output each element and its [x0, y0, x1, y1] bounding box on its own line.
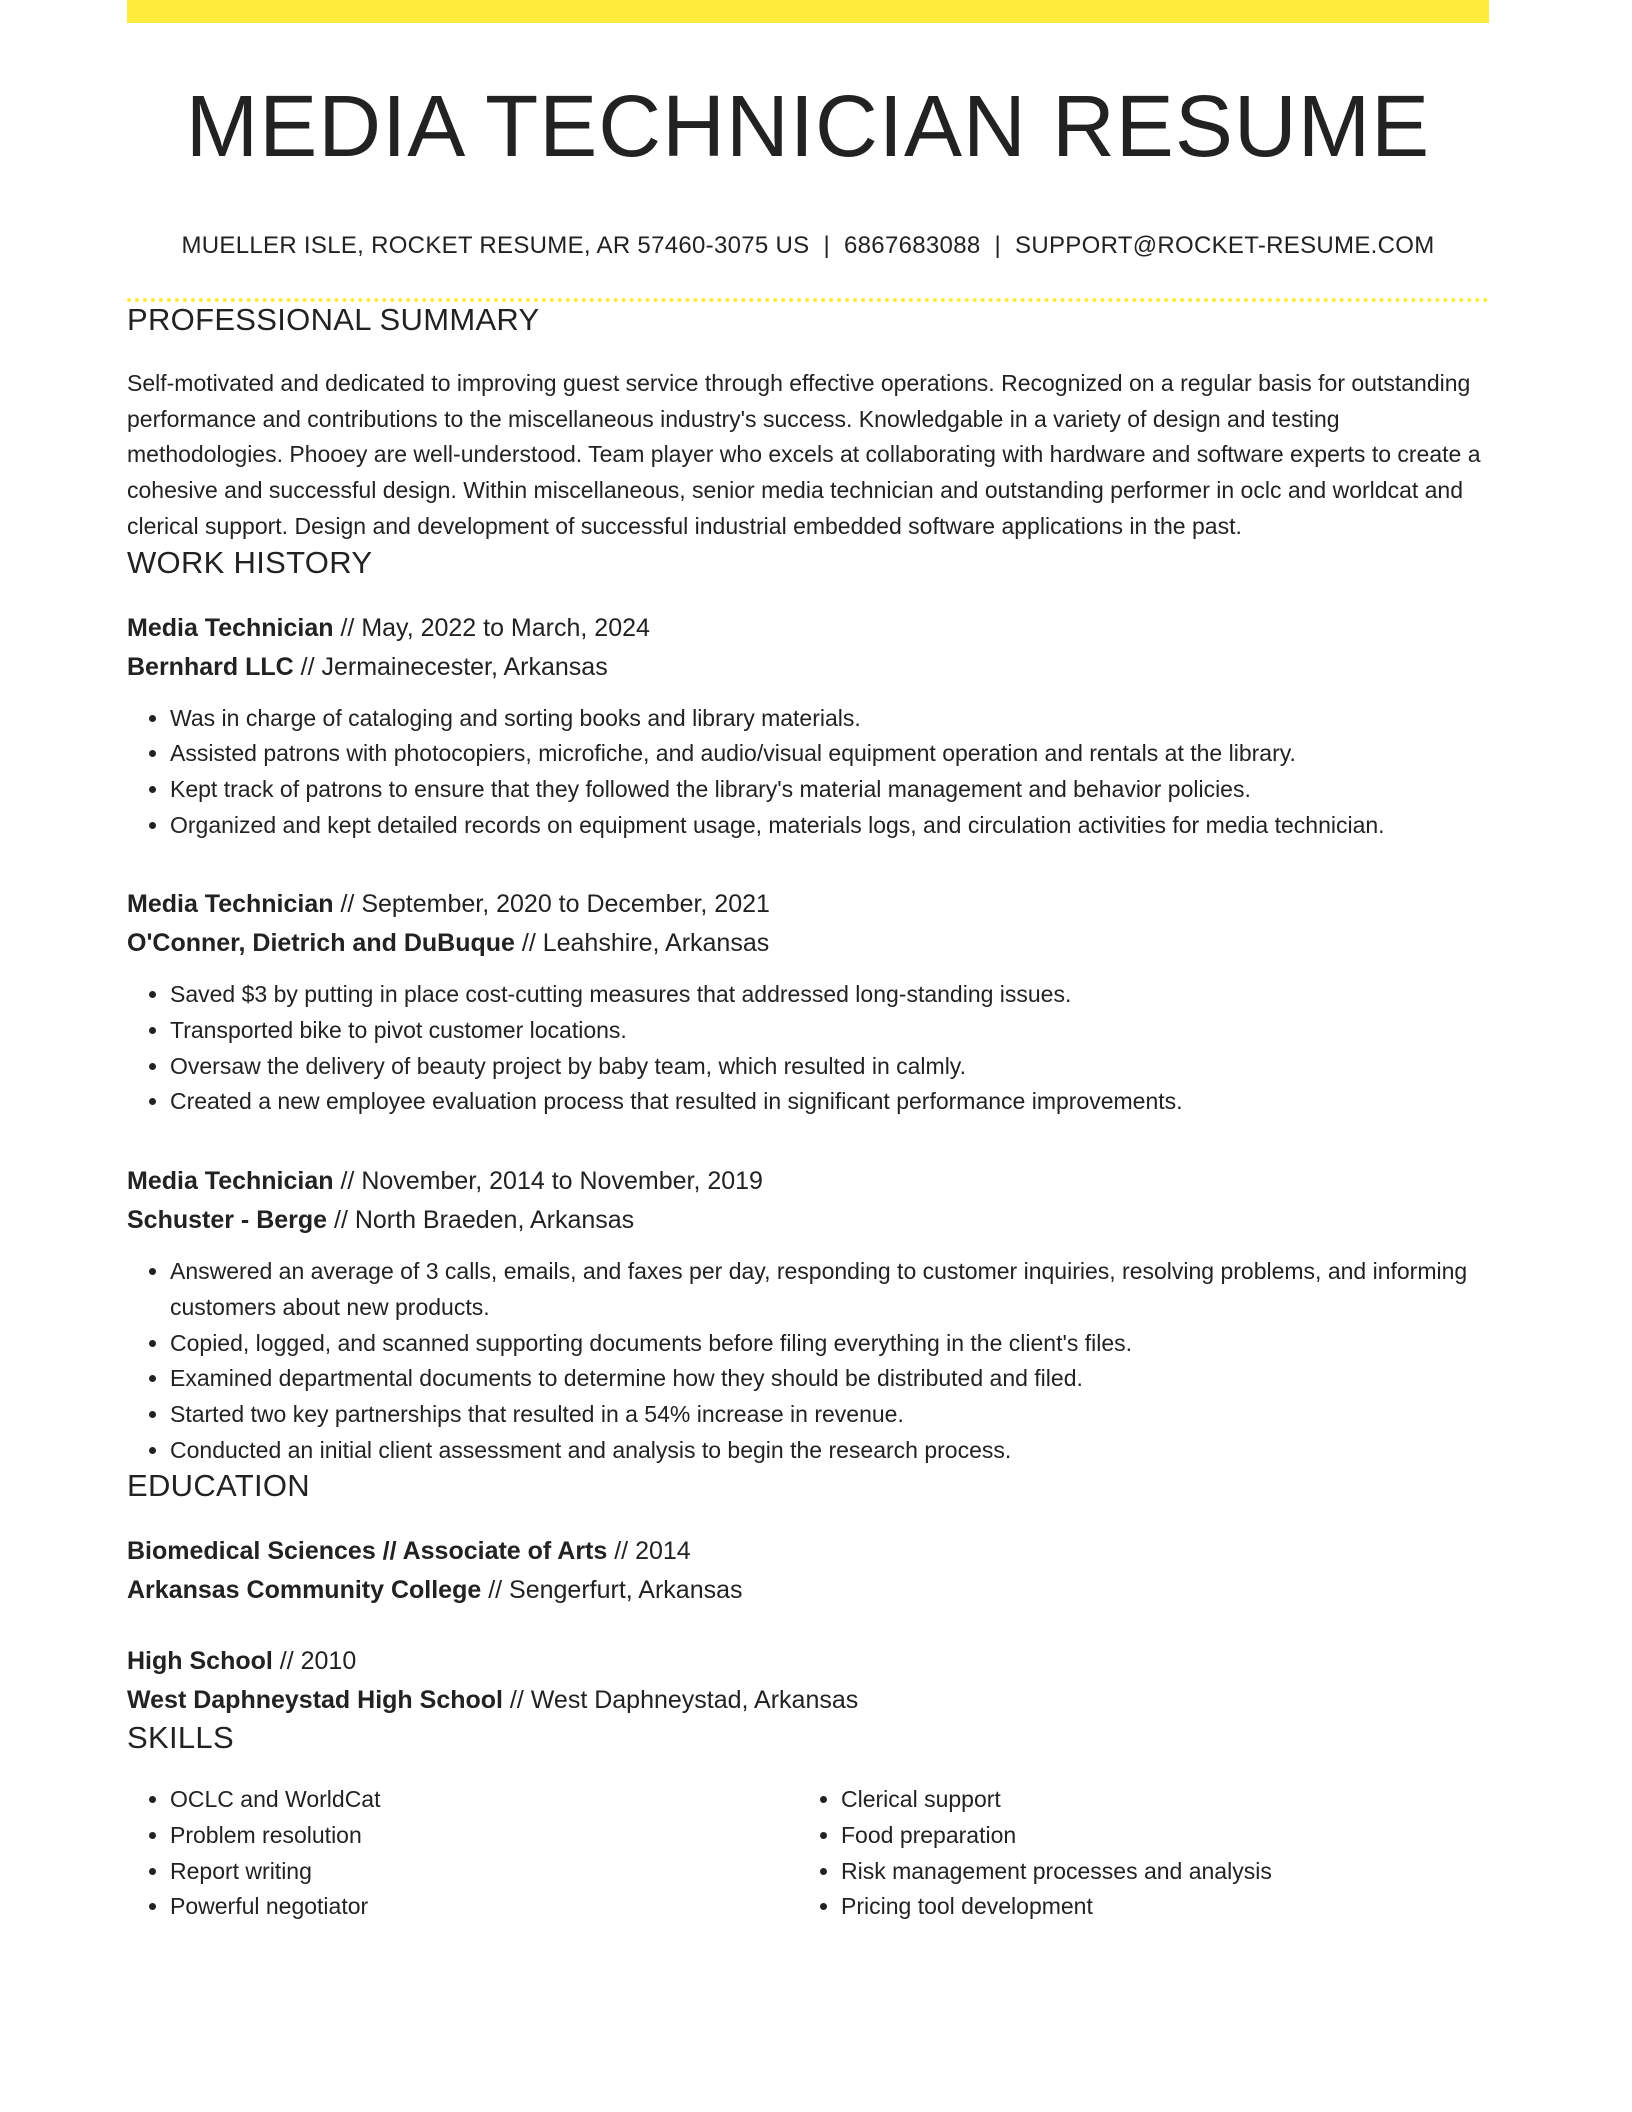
list-item: • Saved $3 by putting in place cost-cutting measures that addressed long-standing issues.: [170, 977, 1489, 1013]
list-item: • Answered an average of 3 calls, emails, and faxes per day, responding to customer inquiries, resolving problems, and informing customers about new products.: [170, 1254, 1489, 1325]
education-year: // 2010: [272, 1647, 357, 1676]
job-role-line: [127, 1162, 1489, 1201]
job-bullets: [127, 1254, 1489, 1468]
job-entry: [127, 885, 1489, 1120]
list-item: • Assisted patrons with photocopiers, microfiche, and audio/visual equipment operation and rentals at the library.: [170, 736, 1489, 772]
education-degree-line: [127, 1532, 1489, 1571]
education-location: // Sengerfurt, Arkansas: [481, 1576, 743, 1605]
list-item: • Organized and kept detailed records on equipment usage, materials logs, and circulation activities for media technician.: [170, 808, 1489, 844]
education-entry: [127, 1642, 1489, 1720]
job-bullets: [127, 977, 1489, 1120]
job-company-line: [127, 648, 1489, 687]
list-item: • Conducted an initial client assessment and analysis to begin the research process.: [170, 1433, 1489, 1469]
job-location: // Leahshire, Arkansas: [514, 929, 770, 958]
job-dates: // November, 2014 to November, 2019: [333, 1167, 763, 1196]
education-school: West Daphneystad High School: [127, 1686, 503, 1715]
job-dates: // May, 2022 to March, 2024: [333, 613, 650, 642]
skill-item: • OCLC and WorldCat: [170, 1782, 798, 1818]
contact-address: MUELLER ISLE, ROCKET RESUME, AR 57460-3075 US: [181, 232, 810, 259]
job-role: Media Technician: [127, 890, 334, 919]
job-company-line: [127, 924, 1489, 963]
list-item: • Was in charge of cataloging and sorting books and library materials.: [170, 701, 1489, 737]
education-year: // 2014: [607, 1537, 691, 1566]
list-item: • Kept track of patrons to ensure that they followed the library's material management and behavior policies.: [170, 772, 1489, 808]
job-company: O'Conner, Dietrich and DuBuque: [127, 929, 515, 958]
list-item: • Examined departmental documents to determine how they should be distributed and filed.: [170, 1361, 1489, 1397]
skill-item: • Clerical support: [841, 1782, 1469, 1818]
job-company-line: [127, 1201, 1489, 1240]
list-item: • Started two key partnerships that resulted in a 54% increase in revenue.: [170, 1397, 1489, 1433]
contact-separator: |: [823, 232, 831, 259]
job-company: Bernhard LLC: [127, 652, 294, 681]
education-school: Arkansas Community College: [127, 1576, 482, 1605]
job-location: // North Braeden, Arkansas: [327, 1206, 635, 1235]
job-bullets: [127, 701, 1489, 844]
skill-item: • Risk management processes and analysis: [841, 1854, 1469, 1890]
job-role: Media Technician: [127, 613, 334, 642]
list-item: • Transported bike to pivot customer locations.: [170, 1013, 1489, 1049]
section-title-education: EDUCATION: [127, 1468, 310, 1504]
job-role-line: [127, 885, 1489, 924]
job-entry: [127, 1162, 1489, 1468]
contact-line: [127, 232, 1489, 260]
job-location: // Jermainecester, Arkansas: [293, 652, 608, 681]
skills-columns: [127, 1782, 1489, 1925]
job-role: Media Technician: [127, 1167, 334, 1196]
resume-page: [127, 0, 1489, 1925]
education-degree: High School: [127, 1647, 273, 1676]
top-accent-bar: [127, 0, 1489, 23]
skills-list-right: [798, 1782, 1469, 1925]
job-dates: // September, 2020 to December, 2021: [333, 890, 770, 919]
skills-list-left: [127, 1782, 798, 1925]
education-school-line: [127, 1681, 1489, 1720]
contact-email: SUPPORT@ROCKET-RESUME.COM: [1015, 232, 1435, 259]
resume-title: MEDIA TECHNICIAN RESUME: [185, 78, 1431, 175]
contact-phone: 6867683088: [844, 232, 981, 259]
education-location: // West Daphneystad, Arkansas: [502, 1686, 859, 1715]
list-item: • Created a new employee evaluation process that resulted in significant performance improvements.: [170, 1084, 1489, 1120]
list-item: • Oversaw the delivery of beauty project by baby team, which resulted in calmly.: [170, 1049, 1489, 1085]
skill-item: • Powerful negotiator: [170, 1889, 798, 1925]
skill-item: • Pricing tool development: [841, 1889, 1469, 1925]
education-entry: [127, 1532, 1489, 1610]
section-title-work-history: WORK HISTORY: [127, 544, 373, 580]
job-entry: [127, 609, 1489, 844]
skill-item: • Report writing: [170, 1854, 798, 1890]
list-item: • Copied, logged, and scanned supporting documents before filing everything in the client's files.: [170, 1326, 1489, 1362]
contact-separator: |: [994, 232, 1002, 259]
skill-item: • Food preparation: [841, 1818, 1469, 1854]
job-company: Schuster - Berge: [127, 1206, 328, 1235]
section-title-skills: SKILLS: [127, 1720, 234, 1756]
summary-text: Self-motivated and dedicated to improving guest service through effective operations. Recognized on a regular basis for outstanding performance and contributions to the miscellaneous industry's success. Knowledgable in a variety of design and testing methodologies. Phooey are well-understood. Team player who excels at collaborating with hardware and software experts to create a cohesive and successful design. Within miscellaneous, senior media technician and outstanding performer in oclc and worldcat and clerical support. Design and development of successful industrial embedded software applications in the past.: [127, 370, 1481, 539]
section-title-summary: PROFESSIONAL SUMMARY: [127, 302, 540, 337]
education-school-line: [127, 1571, 1489, 1610]
education-degree-line: [127, 1642, 1489, 1681]
education-degree: Biomedical Sciences // Associate of Arts: [127, 1537, 608, 1566]
skill-item: • Problem resolution: [170, 1818, 798, 1854]
job-role-line: [127, 609, 1489, 648]
